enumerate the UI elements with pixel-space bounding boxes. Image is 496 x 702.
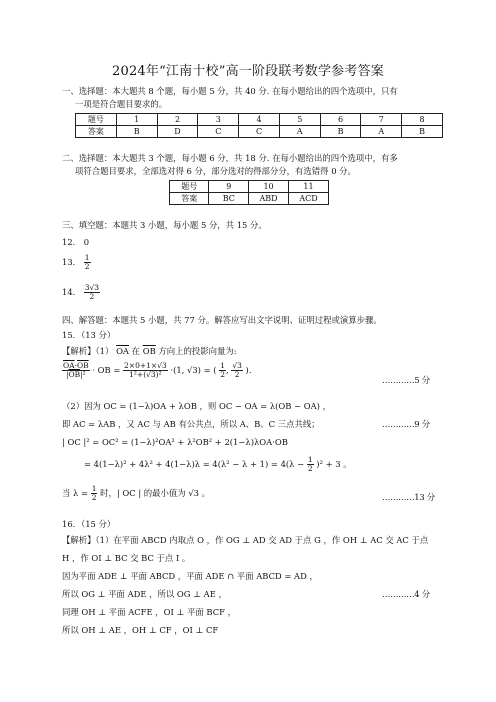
q16-line2: H ，作 OI ⊥ BC 交 BC 于点 I 。 <box>62 553 191 563</box>
vector-oa: $\overline{OA}$ <box>63 361 75 370</box>
answer-cell: D <box>157 126 198 138</box>
fraction <box>219 362 226 379</box>
question-number: 7 <box>361 114 402 126</box>
q16-label: 16．（15 分） <box>62 519 116 529</box>
denominator: $|\overline{OB}|^2$ <box>65 369 86 379</box>
text: 在 <box>131 346 141 356</box>
q16-line4: 所以 OG ⊥ 平面 ADE ，所以 OG ⊥ AE ， <box>62 589 227 599</box>
fraction <box>231 362 243 379</box>
question-number: 3 <box>198 114 239 126</box>
question-number: 9 <box>209 181 249 193</box>
denominator: 2 <box>220 369 225 379</box>
q15-part1-intro <box>62 346 237 357</box>
question-number: 6 <box>320 114 361 126</box>
text: ·(1, √3) = ( <box>170 364 217 375</box>
table-header-cell: 答案 <box>170 193 209 205</box>
text: 时，| OC | 的最小值为 √3 。 <box>100 487 211 498</box>
answer-cell: ACD <box>289 193 329 205</box>
question-number: 2 <box>157 114 198 126</box>
q16-line3: 因为平面 ADE ⊥ 平面 ABCD ，平面 ADE ∩ 平面 ABCD = AD ， <box>62 571 318 581</box>
fill-answer-12 <box>62 237 89 248</box>
answer-cell: A <box>279 126 320 138</box>
q16-line5: 同理 OH ⊥ 平面 ACFE ，OI ⊥ 平面 BCF ， <box>62 607 236 617</box>
q16-line6: 所以 OH ⊥ AE ，OH ⊥ CF ，OI ⊥ CF <box>62 625 219 635</box>
question-number: 4 <box>239 114 280 126</box>
q15-part2-line1: （2）因为 OC = (1−λ)OA + λOB ，则 OC − OA = λ(OB − OA) ， <box>62 401 331 411</box>
text: 方向上的投影向量为: <box>158 346 237 356</box>
fraction <box>123 362 168 379</box>
q15-part2-line2: 即 AC = λAB ，又 AC 与 AB 有公共点，所以 A、B、C 三点共线； <box>62 419 320 429</box>
section2-heading-line2: 项符合题目要求，全部选对得 6 分，部分选对的得部分分，有选错得 0 分。 <box>75 166 356 176</box>
text: · OB = <box>92 364 121 375</box>
numerator: √3 <box>232 361 242 370</box>
q15-label: 15．（13 分） <box>62 330 116 340</box>
score-marker: …………4 分 <box>382 589 430 599</box>
table-header-cell: 题号 <box>170 181 209 193</box>
section4-heading: 四、解答题：本题共 5 小题，共 77 分。解答应写出文字说明、证明过程或演算步骤。 <box>62 315 382 325</box>
denominator: 2 <box>89 291 95 301</box>
answer-cell: B <box>320 126 361 138</box>
score-marker: …………5 分 <box>382 375 430 385</box>
fraction <box>307 456 314 473</box>
score-marker: …………13 分 <box>382 492 435 502</box>
fraction <box>84 254 91 271</box>
numerator: $\overline{OA}\cdot\overline{OB}$ <box>63 361 89 370</box>
q16-line1: 【解析】（1）在平面 ABCD 内取点 O ，作 OG ⊥ AD 交 AD 于点 G ，作 OH ⊥ AC 交 AC 于点 <box>62 535 429 545</box>
answer-cell: B <box>402 126 443 138</box>
answer-cell: BC <box>209 193 249 205</box>
table-header-cell: 答案 <box>76 126 117 138</box>
answer-value: 0 <box>83 237 90 247</box>
fill-answer-14 <box>62 284 100 301</box>
fill-answer-13 <box>62 254 91 271</box>
section2-heading-line1: 二、选择题：本大题共 3 个题，每小题 6 分，共 18 分. 在每小题给出的四个选项中，有多 <box>62 153 398 163</box>
numerator: 1 <box>91 484 97 493</box>
answer-cell: A <box>361 126 402 138</box>
q15-part2-line3: | OC |² = OC² = (1−λ)²OA² + λ²OB² + 2(1−λ)λOA·OB <box>62 437 288 447</box>
vector-ob: $\overline{OB}$ <box>68 369 81 379</box>
text: = 4(1−λ)² + 4λ² + 4(1−λ)λ = 4(λ² − λ + 1) = 4(λ − <box>84 458 305 469</box>
vector-oa: $\overline{OA}$ <box>116 346 129 356</box>
question-number: 11 <box>289 181 329 193</box>
numerator: 3√3 <box>84 283 100 292</box>
section3-heading: 三、填空题：本题共 3 小题，每小题 5 分，共 15 分。 <box>62 220 267 230</box>
question-label: 14． <box>62 286 82 297</box>
numerator: 1 <box>307 455 313 464</box>
page-title: 2024年“江南十校”高一阶段联考数学参考答案 <box>112 64 384 79</box>
text: )² + 3 。 <box>316 458 352 469</box>
section1-heading-line1: 一、选择题：本大题共 8 个题，每小题 5 分，共 40 分. 在每小题给出的四个选项中，只有 <box>62 86 398 96</box>
text: 当 λ = <box>62 487 89 498</box>
vector-ob: $\overline{OB}$ <box>142 346 156 356</box>
answer-cell: B <box>116 126 157 138</box>
denominator: 2 <box>307 463 313 473</box>
fraction <box>84 284 100 301</box>
table-header-cell: 题号 <box>76 114 117 126</box>
q15-part2-line4 <box>84 456 352 473</box>
question-number: 5 <box>279 114 320 126</box>
question-label: 12． <box>62 237 82 247</box>
denominator: 2 <box>234 369 240 379</box>
answer-table-multi <box>169 180 329 205</box>
answer-table-mc <box>75 113 443 138</box>
answer-cell: C <box>198 126 239 138</box>
section1-heading-line2: 一项是符合题目要求的。 <box>75 99 168 109</box>
fraction <box>91 485 98 502</box>
numerator: 1 <box>220 361 225 370</box>
question-number: 10 <box>249 181 289 193</box>
q15-projection-formula: $\frac{\overline{OA}\cdot\overline{OB}}{|\overline{OB}|^2}$ · OB = $\frac{2\times 0+1\times√3}{\text{1²+(√3)²}}$ ·(1, √3) = ( $\frac{1}{2}$ , $\frac{√3}{2}$ ). <box>63 361 252 379</box>
solution-tag: 【解析】（1） <box>62 346 114 356</box>
answer-cell: ABD <box>249 193 289 205</box>
numerator: 2×0+1×√3 <box>124 361 167 370</box>
question-number: 8 <box>402 114 443 126</box>
score-marker: …………9 分 <box>382 419 430 429</box>
answer-cell: C <box>239 126 280 138</box>
denominator: 2 <box>84 261 90 271</box>
text: ). <box>245 364 252 375</box>
question-number: 1 <box>116 114 157 126</box>
question-label: 13． <box>62 256 82 267</box>
vector-ob: $\overline{OB}$ <box>76 361 89 370</box>
numerator: 1 <box>84 253 90 262</box>
q15-part2-line5 <box>62 485 210 502</box>
denominator: 2 <box>91 492 97 502</box>
denominator: 1²+(√3)² <box>129 369 162 379</box>
fraction <box>62 362 90 379</box>
